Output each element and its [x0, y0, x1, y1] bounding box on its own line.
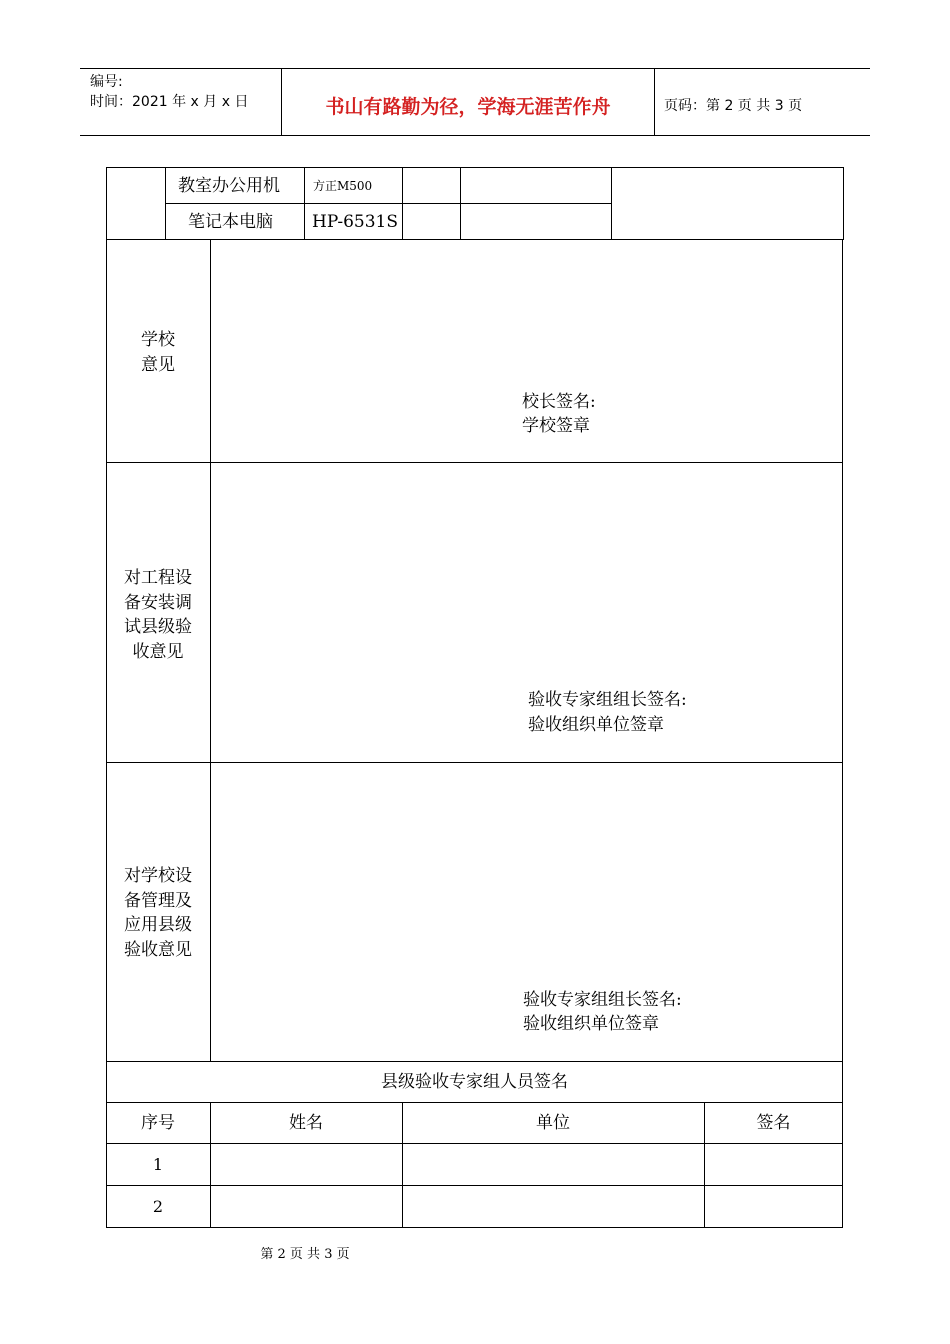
table-top-border: [106, 167, 844, 168]
footer-page-number: 第 2 页 共 3 页: [260, 1247, 350, 1262]
column-header-name: 姓名: [289, 1113, 323, 1133]
motto: 书山有路勤为径，学海无涯苦作舟: [325, 96, 611, 118]
equipment-model-1: 方正M500: [313, 179, 373, 193]
expert-leader-signature-label-2: 验收专家组组长签名:: [523, 990, 682, 1010]
equipment-col3-divider: [402, 167, 403, 240]
equipment-bottom-border: [106, 239, 844, 240]
engineering-opinion-label: 对工程设 备安装调 试县级验 收意见: [124, 568, 192, 662]
equipment-col5-divider: [611, 167, 612, 240]
equipment-col4-divider: [460, 167, 461, 240]
column-header-unit: 单位: [536, 1113, 570, 1133]
equipment-name-2: 笔记本电脑: [188, 212, 273, 232]
signature-row1-bottom: [106, 1185, 843, 1186]
organizer-seal-label: 验收组织单位签章: [528, 715, 664, 735]
header-divider-right: [654, 68, 655, 136]
equipment-name-1: 教室办公用机: [178, 176, 280, 196]
table-bottom-border: [106, 1227, 843, 1228]
signature-section-title: 县级验收专家组人员签名: [381, 1072, 568, 1092]
management-opinion-bottom: [106, 1061, 843, 1062]
table-row-index-1: 1: [152, 1155, 164, 1174]
engineering-opinion-bottom: [106, 762, 843, 763]
school-opinion-label: 学校 意见: [141, 330, 175, 375]
header-bottom-rule: [80, 135, 870, 136]
school-seal-label: 学校签章: [522, 416, 590, 436]
management-opinion-label: 对学校设 备管理及 应用县级 验收意见: [124, 866, 192, 960]
organizer-seal-label-2: 验收组织单位签章: [523, 1014, 659, 1034]
equipment-col1-divider: [165, 167, 166, 240]
equipment-row-divider: [165, 203, 611, 204]
opinion-label-divider: [210, 239, 211, 1062]
number-label: 编号:: [90, 74, 123, 90]
signature-header-bottom: [106, 1143, 843, 1144]
column-header-index: 序号: [141, 1113, 175, 1133]
equipment-right-border: [843, 167, 844, 240]
column-header-signature: 签名: [756, 1113, 791, 1133]
principal-signature-label: 校长签名:: [522, 392, 596, 412]
signature-title-bottom: [106, 1102, 843, 1103]
school-opinion-bottom: [106, 462, 843, 463]
table-left-border: [106, 167, 107, 1228]
time-label: 时间：2021 年 x 月 x 日: [90, 94, 249, 110]
equipment-model-2: HP-6531S: [312, 212, 398, 232]
equipment-col2-divider: [304, 167, 305, 240]
page-label: 页码：第 2 页 共 3 页: [664, 98, 803, 114]
table-row-index-2: 2: [152, 1197, 164, 1216]
header-top-rule: [80, 68, 870, 69]
expert-leader-signature-label: 验收专家组组长签名:: [528, 690, 687, 710]
